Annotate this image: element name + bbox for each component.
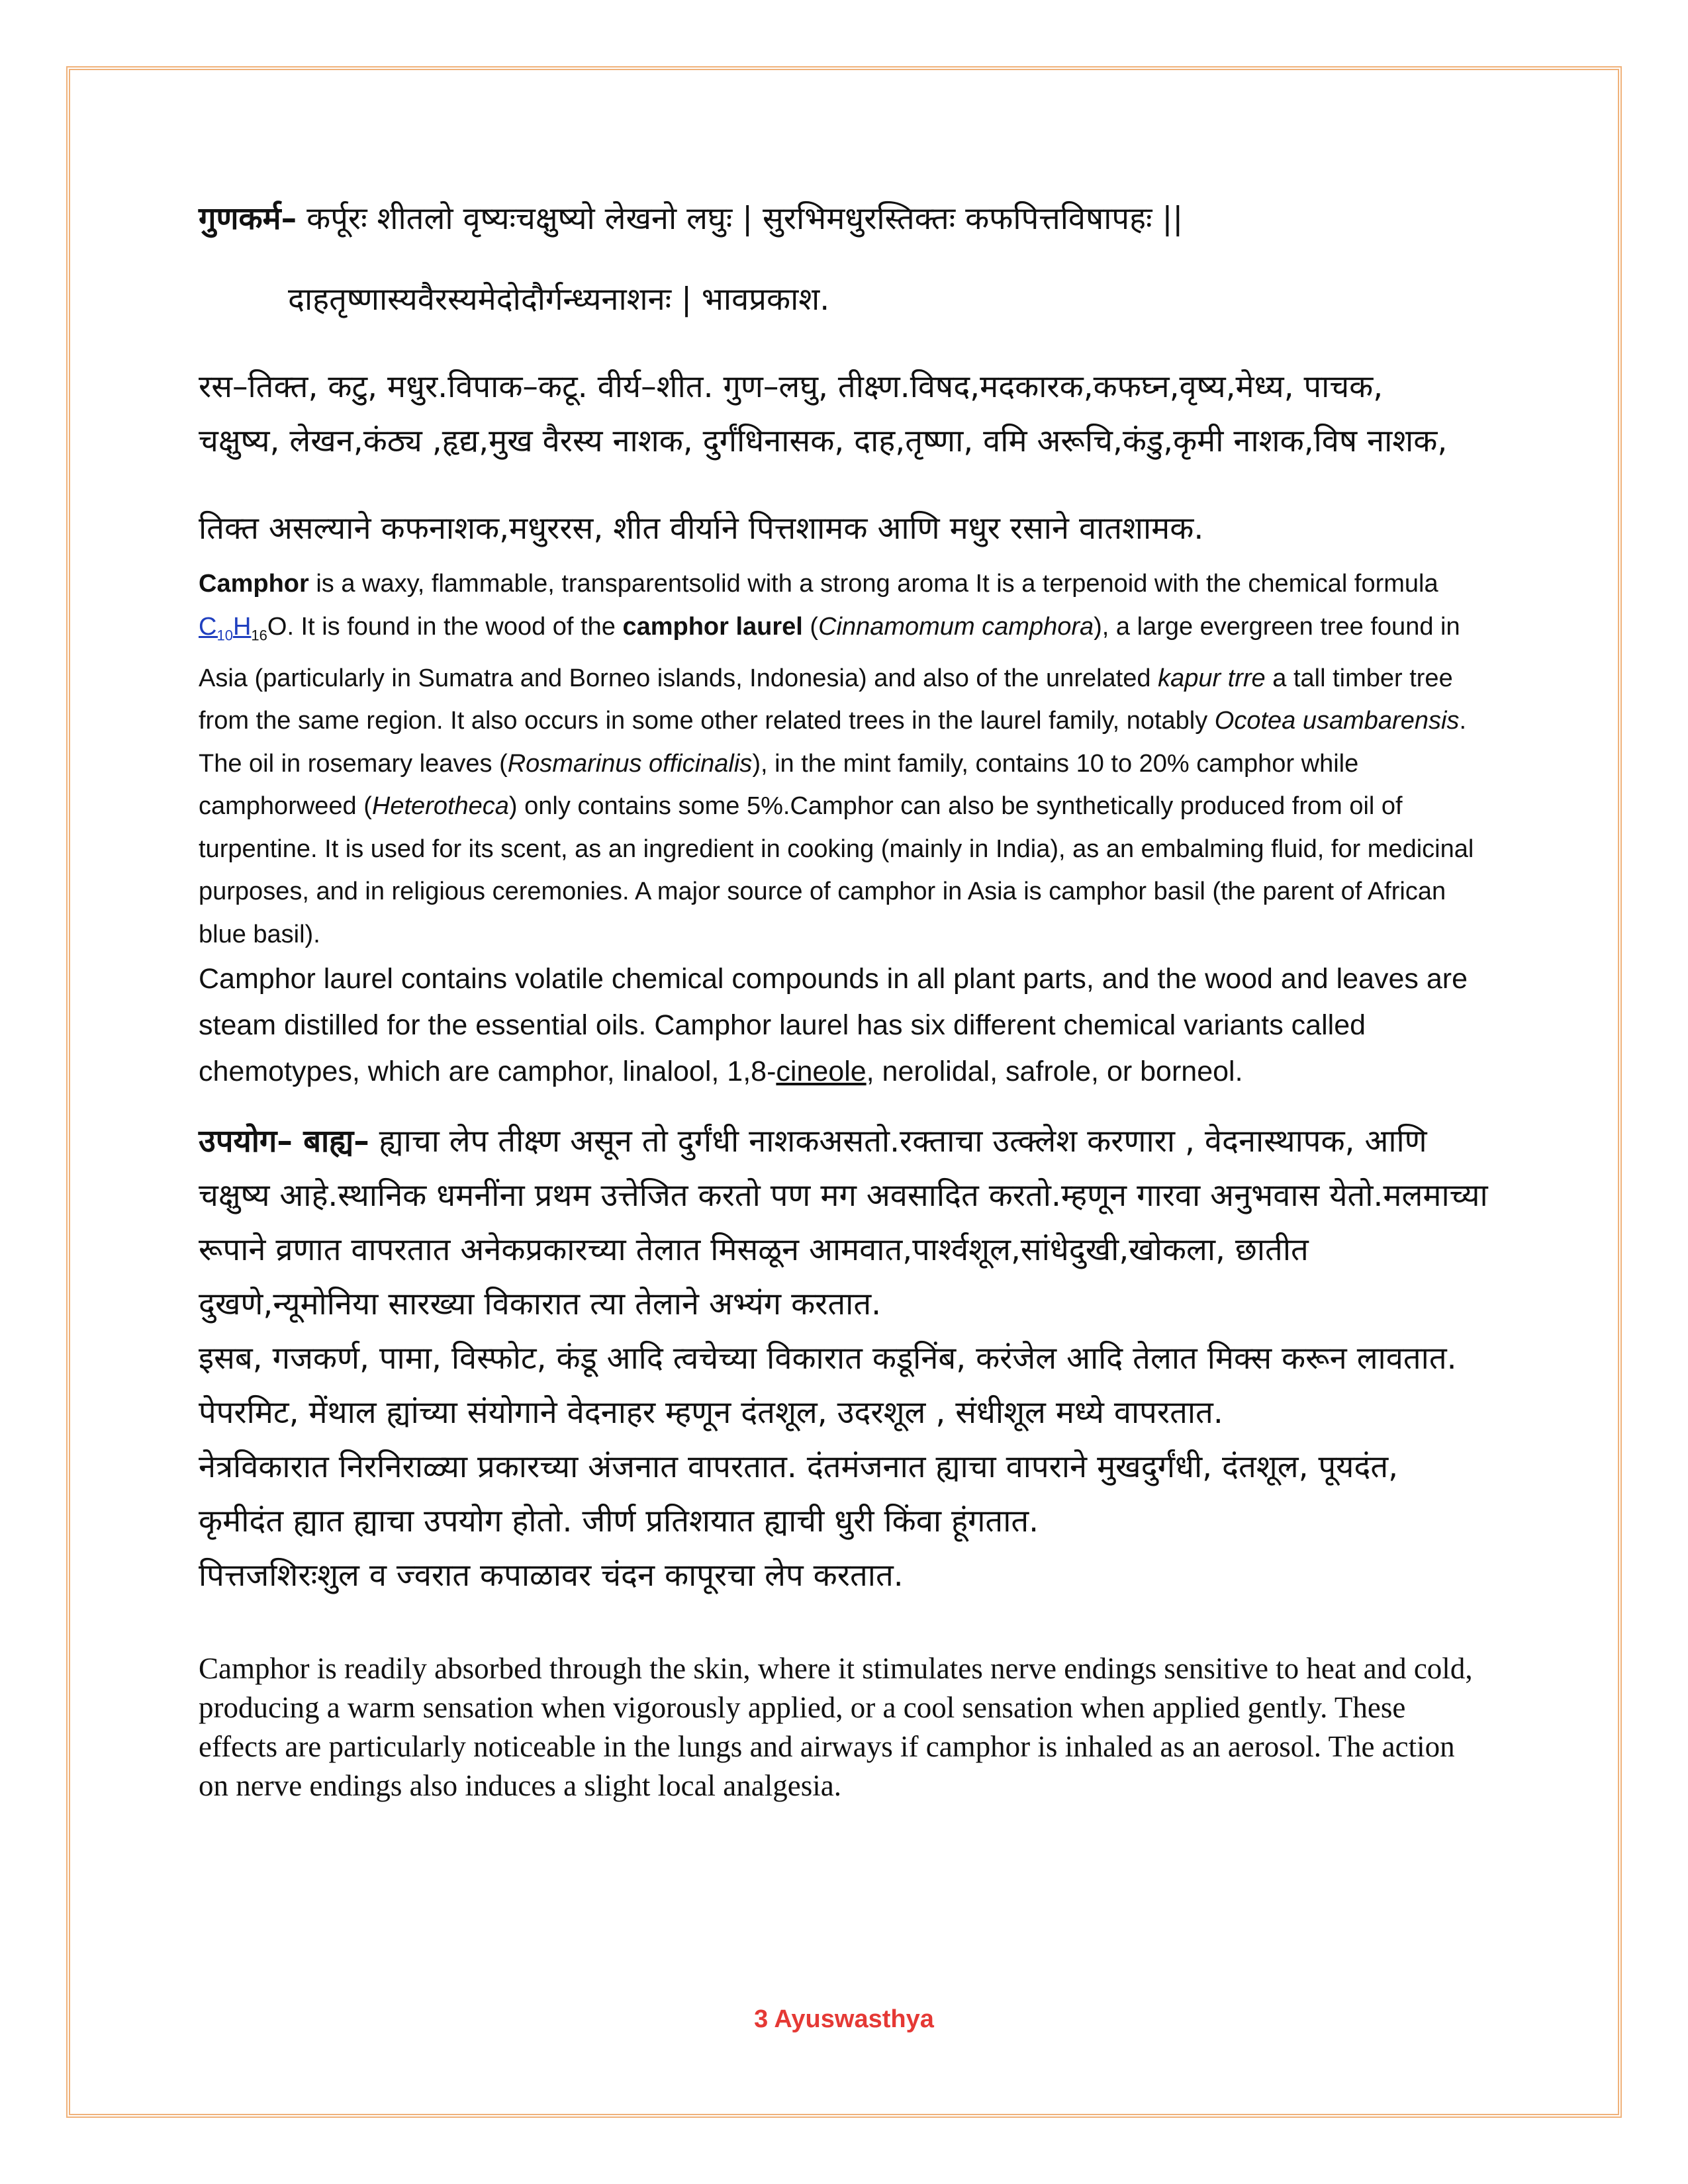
properties-line-2: चक्षुष्य, लेखन,कंठ्य ,हृद्य,मुख वैरस्य नाशक, दुर्गंधिनासक, दाह,तृष्णा, वमि अरूचि,कंडु,कृमी नाशक,विष नाशक, bbox=[199, 423, 1448, 459]
uses-paragraph-1 bbox=[199, 1115, 1489, 1332]
formula-h: H bbox=[232, 612, 252, 641]
desc-text: . It is found in the wood of the bbox=[287, 612, 623, 641]
verse-line-1 bbox=[199, 192, 1489, 246]
desc-text: ( bbox=[802, 612, 819, 641]
species-name: Heterotheca bbox=[371, 792, 509, 821]
uses-text-1: ह्याचा लेप तीक्ष्ण असून तो दुर्गंधी नाशकअसतो.रक्ताचा उत्क्लेश करणारा , वेदनास्थापक, आणि चक्षुष्य आहे.स्थानिक धमनींना प्रथम उत्तेजित करतो पण मग अवसादित करतो.म्हणून गारवा अनुभवास येतो.मलमाच्या रूपाने व्रणात वापरतात अनेकप्रकारच्या तेलात मिसळून आमवात,पार्श्वशूल,सांधेदुखी,खोकला, छातीत दुखणे,न्यूमोनिया सारख्या विकारात त्या तेलाने अभ्यंग करतात. bbox=[199, 1123, 1488, 1323]
uses-label: उपयोग– बाह्य– bbox=[199, 1123, 369, 1160]
uses-paragraph-5: पित्तजशिरःशुल व ज्वरात कपाळावर चंदन कापूरचा लेप करतात. bbox=[199, 1557, 904, 1594]
camphor-laurel-term: camphor laurel bbox=[622, 612, 803, 641]
formula-hydrogen-link[interactable] bbox=[233, 613, 251, 641]
laurel-text: , nerolidal, safrole, or borneol. bbox=[866, 1056, 1243, 1088]
desc-text: a tall timber tree from the same region. It also occurs in some other related trees in the laurel family, notably bbox=[199, 664, 1453, 735]
species-name: Rosmarinus officinalis bbox=[507, 749, 753, 778]
formula-c-sub: 10 bbox=[216, 627, 233, 644]
cineole-term: cineole bbox=[776, 1056, 867, 1088]
desc-text: is a waxy, flammable, transparentsolid with a strong aroma It is a terpenoid with the chemical formula bbox=[308, 570, 1438, 598]
species-name: Cinnamomum camphora bbox=[818, 612, 1094, 641]
camphor-laurel-paragraph bbox=[199, 956, 1489, 1095]
camphor-description bbox=[199, 563, 1489, 956]
gunakarma-label: गुणकर्म– bbox=[199, 201, 297, 237]
verse-text-1: कर्पूरः शीतलो वृष्यःचक्षुष्यो लेखनो लघुः | सुरभिमधुरस्तिक्तः कफपित्तविषापहः || bbox=[297, 201, 1184, 237]
species-name: Ocotea usambarensis bbox=[1214, 707, 1460, 735]
uses-paragraph-2: इसब, गजकर्ण, पामा, विस्फोट, कंडू आदि त्वचेच्या विकारात कडूनिंब, करंजेल आदि तेलात मिक्स करून लावतात. bbox=[199, 1340, 1457, 1377]
kapur-tree-term: kapur trre bbox=[1158, 664, 1266, 692]
formula-carbon-link[interactable] bbox=[199, 612, 233, 644]
formula-o: O bbox=[267, 612, 287, 641]
absorption-paragraph: Camphor is readily absorbed through the skin, where it stimulates nerve endings sensitive to heat and cold, producing a warm sensation when vigorously applied, or a cool sensation when applied gently. These effects are particularly noticeable in the lungs and airways if camphor is inhaled as an aerosol. The action on nerve endings also induces a slight local analgesia. bbox=[199, 1652, 1473, 1803]
desc-text: ), in the mint family, contains 10 to 20% camphor while camphorweed ( bbox=[199, 749, 1359, 821]
document-body bbox=[199, 192, 1489, 1805]
properties-line-1: रस–तिक्त, कटु, मधुर.विपाक–कटू. वीर्य–शीत. गुण–लघु, तीक्ष्ण.विषद,मदकारक,कफघ्न,वृष्य,मेध्य, पाचक, bbox=[199, 369, 1383, 405]
uses-paragraph-4: नेत्रविकारात निरनिराळ्या प्रकारच्या अंजनात वापरतात. दंतमंजनात ह्याचा वापराने मुखदुर्गंधी, दंतशूल, पूयदंत, कृमीदंत ह्यात ह्याचा उपयोग होतो. जीर्ण प्रतिशयात ह्याची धुरी किंवा हूंगतात. bbox=[199, 1449, 1399, 1540]
formula-h-sub: 16 bbox=[251, 627, 267, 644]
desc-text: ) only contains some 5%.Camphor can also be synthetically produced from oil of turpentine. It is used for its scent, as an ingredient in cooking (mainly in India), as an embalming fluid, for medicinal purposes, and in religious ceremonies. A major source of camphor in Asia is camphor basil (the parent of African blue basil). bbox=[199, 792, 1474, 948]
desc-text: ), a large evergreen tree found in Asia (particularly in Sumatra and Borneo islands, Indonesia) and also of the unrelated bbox=[199, 612, 1460, 692]
uses-paragraph-3: पेपरमिट, मेंथाल ह्यांच्या संयोगाने वेदनाहर म्हणून दंतशूल, उदरशूल , संधीशूल मध्ये वापरतात. bbox=[199, 1394, 1223, 1432]
formula-c: C bbox=[199, 612, 217, 641]
verse-line-2: दाहतृष्णास्यवैरस्यमेदोदौर्गन्ध्यनाशनः | भावप्रकाश. bbox=[288, 281, 830, 318]
properties-line-3: तिक्त असल्याने कफनाशक,मधुररस, शीत वीर्याने पित्तशामक आणि मधुर रसाने वातशामक. bbox=[199, 510, 1204, 547]
page-footer: 3 Ayuswasthya bbox=[754, 2005, 934, 2033]
laurel-text: Camphor laurel contains volatile chemical compounds in all plant parts, and the wood and leaves are steam distilled for the essential oils. Camphor laurel has six different chemical variants called chemotypes, which are camphor, linalool, 1,8- bbox=[199, 963, 1468, 1088]
camphor-term: Camphor bbox=[199, 570, 309, 598]
desc-text: . The oil in rosemary leaves ( bbox=[199, 707, 1466, 778]
